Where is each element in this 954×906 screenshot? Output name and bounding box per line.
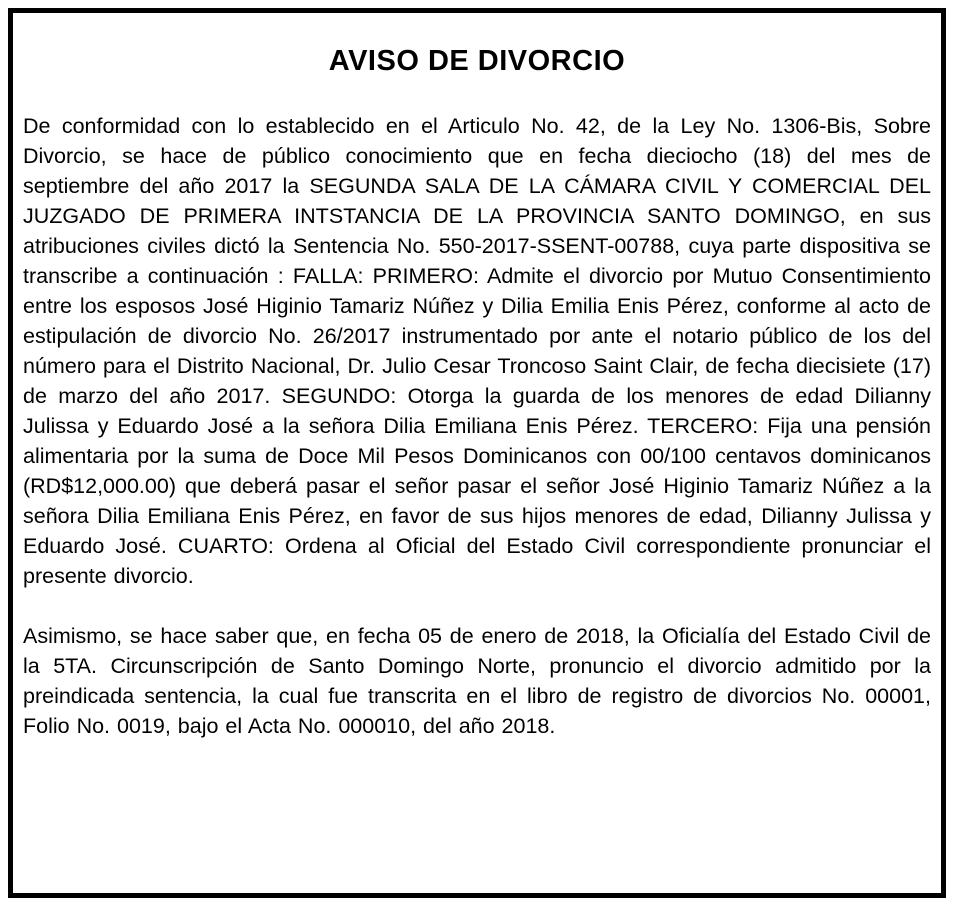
document-body-paragraph-1: De conformidad con lo establecido en el Articulo No. 42, de la Ley No. 1306-Bis, Sobre Divorcio, se hace de público conocimiento que en fecha dieciocho (18) del mes de septiembre del año 2017 la SEGUNDA SALA DE LA CÁMARA CIVIL Y COMERCIAL DEL JUZGADO DE PRIMERA INTSTANCIA DE LA PROVINCIA SANTO DOMINGO, en sus atribuciones civiles dictó la Sentencia No. 550-2017-SSENT-00788, cuya parte dispositiva se transcribe a continuación : FALLA: PRIMERO: Admite el divorcio por Mutuo Consentimiento entre los esposos José Higinio Tamariz Núñez y Dilia Emilia Enis Pérez, conforme al acto de estipulación de divorcio No. 26/2017 instrumentado por ante el notario público de los del número para el Distrito Nacional, Dr. Julio Cesar Troncoso Saint Clair, de fecha diecisiete (17) de marzo del año 2017. SEGUNDO: Otorga la guarda de los menores de edad Dilianny Julissa y Eduardo José a la señora Dilia Emiliana Enis Pérez. TERCERO: Fija una pensión alimentaria por la suma de Doce Mil Pesos Dominicanos con 00/100 centavos dominicanos (RD$12,000.00) que deberá pasar el señor pasar el señor José Higinio Tamariz Núñez a la señora Dilia Emiliana Enis Pérez, en favor de sus hijos menores de edad, Dilianny Julissa y Eduardo José. CUARTO: Ordena al Oficial del Estado Civil correspondiente pronunciar el presente divorcio.: [23, 114, 931, 588]
document-title: AVISO DE DIVORCIO: [328, 45, 626, 77]
document-border-frame: [8, 8, 946, 898]
document-body-paragraph-2: Asimismo, se hace saber que, en fecha 05 de enero de 2018, la Oficialía del Estado Civil de la 5TA. Circunscripción de Santo Domingo Norte, pronuncio el divorcio admitido por la preindicada sentencia, la cual fue transcrita en el libro de registro de divorcios No. 00001, Folio No. 0019, bajo el Acta No. 000010, del año 2018.: [23, 624, 931, 738]
